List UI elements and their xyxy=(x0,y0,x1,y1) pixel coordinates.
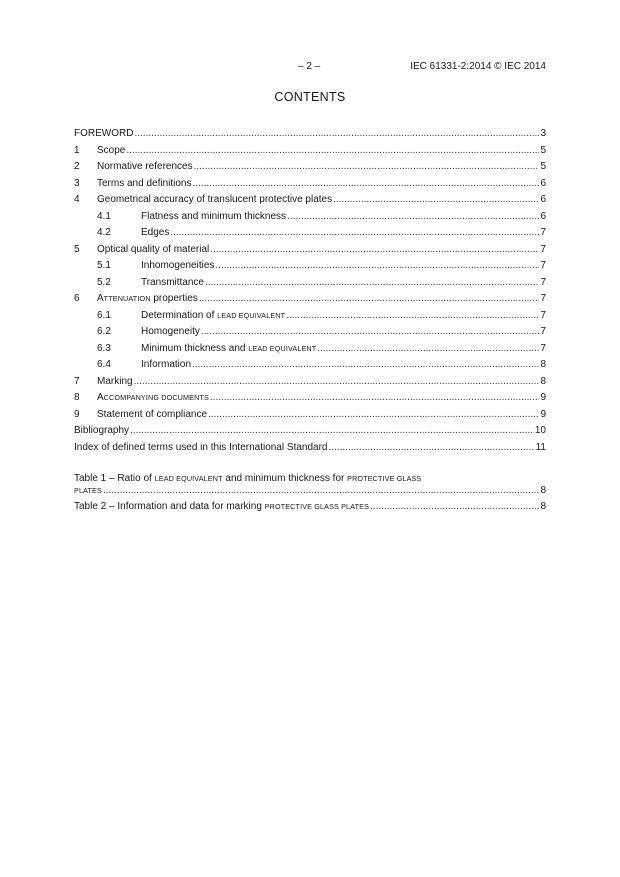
toc-entry-title xyxy=(97,243,210,257)
toc-entry[interactable] xyxy=(74,325,546,342)
entry-text: Normative references xyxy=(97,161,193,172)
toc-entry-number: 2 xyxy=(74,161,80,172)
entry-text: Statement of compliance xyxy=(97,408,208,420)
entry-text: Transmittance xyxy=(141,276,204,288)
toc-entry-number: 6.2 xyxy=(97,326,111,337)
entry-text: Edges xyxy=(141,227,170,238)
table-of-contents xyxy=(74,127,546,457)
toc-entry-page: 8 xyxy=(540,375,546,387)
toc-entry-title xyxy=(141,210,287,224)
toc-entry-title xyxy=(141,276,205,290)
toc-entry[interactable] xyxy=(74,144,546,161)
entry-text: Table 2 – Information and data for marking xyxy=(74,501,265,512)
dot-leader xyxy=(130,424,534,438)
page-number: – 2 – xyxy=(298,61,321,72)
toc-entry[interactable] xyxy=(74,160,546,177)
toc-entry-title xyxy=(97,375,134,389)
entry-text: Determination of xyxy=(141,309,218,321)
toc-entry[interactable] xyxy=(74,424,546,441)
dot-leader xyxy=(286,309,539,323)
list-of-tables xyxy=(74,473,546,517)
toc-entry-number: 6 xyxy=(74,293,80,304)
toc-entry-number: 4.2 xyxy=(97,227,111,238)
toc-entry-page: 7 xyxy=(540,293,546,304)
entry-text: A xyxy=(97,293,104,304)
toc-entry-title xyxy=(97,193,333,207)
entry-text: Flatness and minimum thickness xyxy=(141,210,287,222)
toc-entry[interactable] xyxy=(74,276,546,293)
defined-term-text: CCOMPANYING DOCUMENTS xyxy=(103,393,209,402)
document-reference: IEC 61331-2:2014 © IEC 2014 xyxy=(410,61,546,72)
dot-leader xyxy=(210,391,540,405)
dot-leader xyxy=(201,325,540,339)
toc-entry-page: 8 xyxy=(540,359,546,370)
entry-text: Terms and definitions xyxy=(97,177,192,189)
dot-leader xyxy=(210,243,539,257)
defined-term-text: PLATES xyxy=(74,486,102,495)
entry-text: Scope xyxy=(97,144,126,156)
table-list-entry[interactable] xyxy=(74,501,546,513)
toc-entry-page: 6 xyxy=(540,194,546,205)
toc-entry-number: 1 xyxy=(74,144,80,156)
toc-entry-page: 6 xyxy=(540,177,546,189)
toc-entry[interactable] xyxy=(74,259,546,276)
toc-entry[interactable] xyxy=(74,127,546,144)
table-entry-page: 8 xyxy=(540,485,546,496)
toc-entry-number: 9 xyxy=(74,408,80,420)
toc-entry[interactable] xyxy=(74,193,546,210)
entry-text: Minimum thickness and xyxy=(141,342,249,354)
toc-entry-number: 5.2 xyxy=(97,276,111,288)
toc-entry-number: 6.4 xyxy=(97,359,111,370)
toc-entry[interactable] xyxy=(74,243,546,260)
toc-entry[interactable] xyxy=(74,177,546,194)
toc-entry[interactable] xyxy=(74,358,546,375)
toc-entry-page: 9 xyxy=(540,392,546,403)
defined-term-text: LEAD EQUIVALENT xyxy=(217,310,286,320)
toc-entry-page: 7 xyxy=(540,227,546,238)
table-entry-line xyxy=(74,473,546,485)
toc-entry-page: 10 xyxy=(534,425,546,436)
toc-entry-title xyxy=(141,325,201,339)
entry-text: Optical quality of material xyxy=(97,243,210,255)
toc-entry-page: 7 xyxy=(540,276,546,288)
entry-text: Geometrical accuracy of translucent protective plates xyxy=(97,194,333,205)
entry-text: Inhomogeneities xyxy=(141,260,215,271)
toc-entry-title xyxy=(97,292,199,306)
dot-leader xyxy=(194,160,540,174)
toc-entry-title xyxy=(74,424,130,438)
entry-text: Information xyxy=(141,359,192,370)
toc-entry-page: 7 xyxy=(540,243,546,255)
dot-leader xyxy=(329,441,535,455)
toc-entry-number: 3 xyxy=(74,177,80,189)
toc-entry-page: 5 xyxy=(540,144,546,156)
toc-entry-title xyxy=(97,391,210,405)
toc-entry-title xyxy=(97,144,126,158)
toc-entry-number: 6.1 xyxy=(97,309,111,321)
defined-term-text: LEAD EQUIVALENT xyxy=(248,343,317,353)
dot-leader xyxy=(126,144,539,158)
toc-entry-number: 6.3 xyxy=(97,342,111,354)
toc-entry-page: 6 xyxy=(540,210,546,222)
entry-text: Marking xyxy=(97,375,133,387)
dot-leader xyxy=(208,408,539,422)
toc-entry-title xyxy=(97,177,193,191)
entry-text: FOREWORD xyxy=(74,128,134,139)
dot-leader xyxy=(134,375,540,389)
toc-entry-title xyxy=(97,160,194,174)
defined-term-text: PROTECTIVE GLASS PLATES xyxy=(264,502,370,511)
entry-text: and minimum thickness for xyxy=(222,473,348,484)
toc-entry[interactable] xyxy=(74,292,546,309)
defined-term-text: PROTECTIVE GLASS xyxy=(347,474,422,483)
toc-entry[interactable] xyxy=(74,210,546,227)
toc-entry-number: 4.1 xyxy=(97,210,111,222)
toc-entry-page: 7 xyxy=(540,309,546,321)
entry-text: Index of defined terms used in this International Standard xyxy=(74,441,328,453)
toc-entry-page: 11 xyxy=(535,441,546,453)
toc-entry-page: 7 xyxy=(540,260,546,271)
toc-entry[interactable] xyxy=(74,309,546,326)
toc-entry[interactable] xyxy=(74,375,546,392)
dot-leader xyxy=(134,127,539,141)
page-title: CONTENTS xyxy=(274,90,346,104)
toc-entry-number: 5 xyxy=(74,243,80,255)
toc-entry-title xyxy=(141,226,170,240)
toc-entry-number: 8 xyxy=(74,392,80,403)
toc-entry-number: 5.1 xyxy=(97,260,111,271)
table-list-entry[interactable] xyxy=(74,473,546,497)
dot-leader xyxy=(170,226,539,240)
toc-entry-title xyxy=(141,309,286,323)
toc-entry-page: 9 xyxy=(540,408,546,420)
toc-entry-title xyxy=(74,441,329,455)
dot-leader xyxy=(317,342,539,356)
table-entry-page: 8 xyxy=(540,501,546,512)
dot-leader xyxy=(199,292,540,306)
toc-entry-page: 7 xyxy=(540,326,546,337)
toc-entry-page: 3 xyxy=(540,128,546,139)
dot-leader xyxy=(205,276,539,290)
toc-entry[interactable] xyxy=(74,391,546,408)
toc-entry-number: 4 xyxy=(74,194,80,205)
defined-term-text: TTENUATION xyxy=(103,294,151,303)
toc-entry[interactable] xyxy=(74,342,546,359)
toc-entry-title xyxy=(74,127,134,141)
dot-leader xyxy=(287,210,539,224)
entry-text: Table 1 – Ratio of xyxy=(74,473,155,484)
page-header xyxy=(0,61,620,75)
entry-text: Homogeneity xyxy=(141,326,200,337)
defined-term-text: LEAD EQUIVALENT xyxy=(154,474,223,483)
toc-entry-title xyxy=(141,342,317,356)
table-entry-title xyxy=(74,485,103,497)
entry-text: Bibliography xyxy=(74,425,130,436)
dot-leader xyxy=(192,358,539,372)
toc-entry-title xyxy=(141,259,215,273)
dot-leader xyxy=(215,259,539,273)
dot-leader xyxy=(333,193,539,207)
dot-leader xyxy=(103,485,540,497)
toc-entry[interactable] xyxy=(74,441,546,458)
toc-entry-title xyxy=(97,408,208,422)
toc-entry-number: 7 xyxy=(74,375,80,387)
table-entry-title xyxy=(74,501,370,513)
toc-entry-title xyxy=(141,358,192,372)
dot-leader xyxy=(370,501,539,513)
toc-entry[interactable] xyxy=(74,408,546,425)
toc-entry-page: 5 xyxy=(540,161,546,172)
dot-leader xyxy=(193,177,540,191)
toc-entry[interactable] xyxy=(74,226,546,243)
entry-text: A xyxy=(97,392,104,403)
toc-entry-page: 7 xyxy=(540,342,546,354)
entry-text: properties xyxy=(150,293,198,304)
